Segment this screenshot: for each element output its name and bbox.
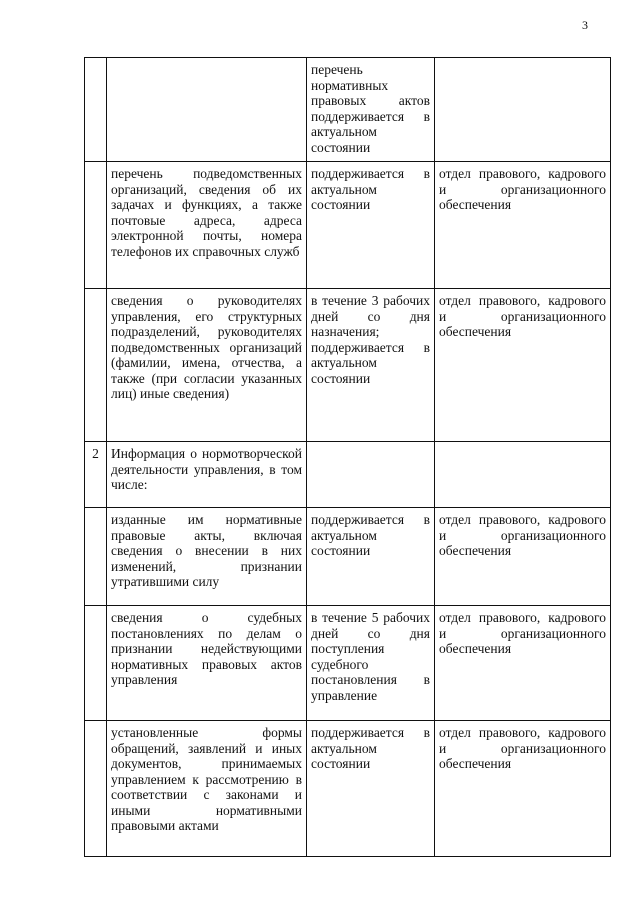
row-number-cell — [85, 508, 107, 606]
document-table — [84, 57, 611, 857]
table-row — [85, 606, 611, 721]
responsible-cell: отдел правового, кадрового и организационного обеспечения — [435, 508, 611, 606]
row-number-cell — [85, 289, 107, 442]
item-cell — [107, 58, 307, 162]
term-cell: в течение 3 рабочих дней со дня назначения; поддерживается в актуальном состоянии — [307, 289, 435, 442]
item-cell: Информация о нормотворческой деятельности управления, в том числе: — [107, 442, 307, 508]
row-number-cell — [85, 606, 107, 721]
item-cell: установленные формы обращений, заявлений и иных документов, принимаемых управлением к рассмотрению в соответствии с законами и иными нормативными правовыми актами — [107, 721, 307, 857]
table-row — [85, 289, 611, 442]
row-number-cell — [85, 721, 107, 857]
item-cell: изданные им нормативные правовые акты, включая сведения о внесении в них изменений, признании утратившими силу — [107, 508, 307, 606]
item-cell: сведения о судебных постановлениях по делам о признании недействующими нормативных правовых актов управления — [107, 606, 307, 721]
responsible-cell: отдел правового, кадрового и организационного обеспечения — [435, 606, 611, 721]
table-row — [85, 508, 611, 606]
table-row — [85, 58, 611, 162]
responsible-cell: отдел правового, кадрового и организационного обеспечения — [435, 162, 611, 289]
term-cell: поддерживается в актуальном состоянии — [307, 162, 435, 289]
item-cell: сведения о руководителях управления, его структурных подразделений, руководителях подведомственных организаций (фамилии, имена, отчества, а также (при согласии указанных лиц) иные сведения) — [107, 289, 307, 442]
responsible-cell — [435, 58, 611, 162]
responsible-cell: отдел правового, кадрового и организационного обеспечения — [435, 721, 611, 857]
responsible-cell — [435, 442, 611, 508]
term-cell: в течение 5 рабочих дней со дня поступления судебного постановления в управление — [307, 606, 435, 721]
term-cell — [307, 442, 435, 508]
row-number-cell: 2 — [85, 442, 107, 508]
page-number: 3 — [582, 18, 588, 32]
term-cell: поддерживается в актуальном состоянии — [307, 721, 435, 857]
row-number-cell — [85, 58, 107, 162]
table-row — [85, 442, 611, 508]
responsible-cell: отдел правового, кадрового и организационного обеспечения — [435, 289, 611, 442]
table-row — [85, 162, 611, 289]
term-cell: перечень нормативных правовых актов поддерживается в актуальном состоянии — [307, 58, 435, 162]
table-row — [85, 721, 611, 857]
item-cell: перечень подведомственных организаций, сведения об их задачах и функциях, а также почтовые адреса, адреса электронной почты, номера телефонов их справочных служб — [107, 162, 307, 289]
row-number-cell — [85, 162, 107, 289]
term-cell: поддерживается в актуальном состоянии — [307, 508, 435, 606]
